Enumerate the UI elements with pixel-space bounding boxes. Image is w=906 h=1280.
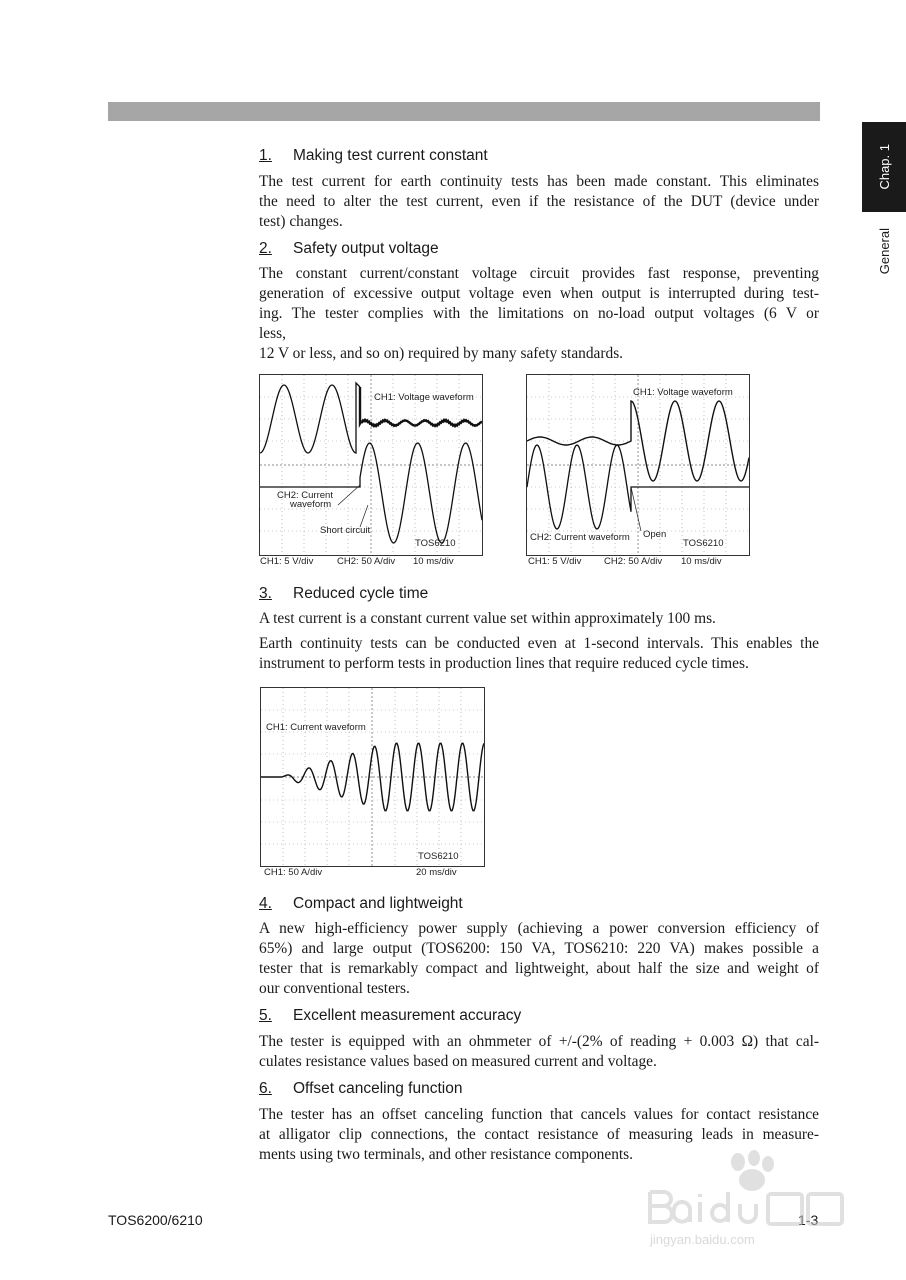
text-line: ments using two terminals, and other resistance components. — [259, 1146, 633, 1163]
baidu-logo-icon — [650, 1192, 842, 1224]
text-line: our conventional testers. — [259, 980, 410, 997]
section-5-body — [259, 1032, 819, 1072]
text-line: 12 V or less, and so on) required by many safety standards. — [259, 345, 624, 362]
section-5-number: 5. — [259, 1007, 272, 1024]
section-3-title: Reduced cycle time — [293, 585, 429, 602]
text-line: The tester has an offset canceling function that cancels values for contact resistance — [259, 1106, 819, 1123]
section-2-number: 2. — [259, 240, 272, 257]
text-line: The constant current/constant voltage circuit provides fast response, preventing — [259, 265, 819, 282]
footer-page-number: 1-3 — [798, 1212, 819, 1228]
scope-cycle-graph — [261, 688, 484, 866]
scope-open-graph — [527, 375, 749, 555]
section-3-body-b — [259, 634, 819, 674]
scope-open-caption-ch2: CH2: 50 A/div — [604, 556, 663, 567]
text-line: The tester is equipped with an ohmmeter of +/-(2% of reading + 0.003 Ω) that cal- — [259, 1033, 819, 1050]
section-1-heading — [259, 147, 488, 165]
scope-short-circuit-graph — [260, 375, 482, 555]
section-4-body — [259, 919, 819, 999]
scope-cycle-caption-time: 20 ms/div — [416, 867, 457, 878]
model-label: TOS6210 — [683, 538, 724, 549]
chapter-tab — [862, 122, 906, 212]
scope-open-caption-ch1: CH1: 5 V/div — [528, 556, 582, 567]
scope-open — [526, 374, 750, 556]
text-line: A test current is a constant current value set within approximately 100 ms. — [259, 610, 716, 627]
section-6-number: 6. — [259, 1080, 272, 1097]
ch2-label: CH2: Current — [277, 490, 333, 501]
section-1-number: 1. — [259, 147, 272, 164]
text-line: The test current for earth continuity tests has been made constant. This eliminates — [259, 173, 819, 190]
scope-short-caption-time: 10 ms/div — [413, 556, 454, 567]
ch2-pointer — [338, 485, 360, 505]
section-6-heading — [259, 1080, 462, 1098]
ch1-label: CH1: Voltage waveform — [633, 387, 733, 398]
text-line: tester that is remarkably compact and lightweight, about half the size and weight of — [259, 960, 819, 977]
section-1-body — [259, 172, 819, 232]
baidu-watermark — [640, 1150, 860, 1250]
text-line: A new high-efficiency power supply (achieving a power conversion efficiency of — [259, 920, 819, 937]
ch2-label: CH2: Current waveform — [530, 532, 630, 543]
scope-short-circuit — [259, 374, 483, 556]
scope-short-caption-ch1: CH1: 5 V/div — [260, 556, 314, 567]
event-label: Open — [643, 529, 667, 540]
section-5-heading — [259, 1007, 521, 1025]
text-line: the need to alter the test current, even if the resistance of the DUT (device under — [259, 193, 819, 210]
section-1-title: Making test current constant — [293, 147, 488, 164]
text-line: at alligator clip connections, the contact resistance of measuring leads in measure- — [259, 1126, 819, 1143]
section-2-body — [259, 264, 819, 364]
scope-short-caption-ch2: CH2: 50 A/div — [337, 556, 396, 567]
paw-icon — [731, 1150, 774, 1191]
section-tab — [862, 218, 906, 284]
section-2-heading — [259, 240, 439, 258]
event-pointer — [360, 505, 368, 527]
ch2-label-2: waveform — [290, 499, 332, 510]
scope-cycle-caption-ch1: CH1: 50 A/div — [264, 867, 323, 878]
section-tab-label: General — [876, 227, 892, 275]
section-2-title: Safety output voltage — [293, 240, 439, 257]
section-4-heading — [259, 895, 463, 913]
watermark-text: jingyan.baidu.com — [650, 1232, 755, 1247]
text-line: instrument to perform tests in production lines that require reduced cycle times. — [259, 655, 749, 672]
section-4-number: 4. — [259, 895, 272, 912]
section-4-title: Compact and lightweight — [293, 895, 463, 912]
text-line: ing. The tester complies with the limitations on no-load output voltages (6 V or — [259, 305, 819, 322]
text-line: less, — [259, 325, 286, 342]
chapter-tab-label: Chap. 1 — [876, 144, 892, 190]
section-3-number: 3. — [259, 585, 272, 602]
voltage-waveform — [260, 383, 360, 453]
text-line: generation of excessive output voltage even when output is interrupted during test- — [259, 285, 819, 302]
section-5-title: Excellent measurement accuracy — [293, 1007, 522, 1024]
text-line: Earth continuity tests can be conducted even at 1-second intervals. This enables the — [259, 635, 819, 652]
scope-open-caption-time: 10 ms/div — [681, 556, 722, 567]
model-label: TOS6210 — [415, 538, 456, 549]
ch1-label: CH1: Current waveform — [266, 722, 366, 733]
event-label: Short circuit — [320, 525, 371, 536]
text-line: culates resistance values based on measured current and voltage. — [259, 1053, 657, 1070]
text-line: test) changes. — [259, 213, 343, 230]
model-label: TOS6210 — [418, 851, 459, 862]
section-6-title: Offset canceling function — [293, 1080, 463, 1097]
section-3-heading — [259, 585, 428, 603]
ch1-label: CH1: Voltage waveform — [374, 392, 474, 403]
scope-cycle — [260, 687, 485, 867]
section-3-body-a — [259, 609, 819, 629]
header-bar — [108, 102, 820, 121]
text-line: 65%) and large output (TOS6200: 150 VA, TOS6210: 220 VA) makes possible a — [259, 940, 819, 957]
footer-model: TOS6200/6210 — [108, 1212, 203, 1228]
